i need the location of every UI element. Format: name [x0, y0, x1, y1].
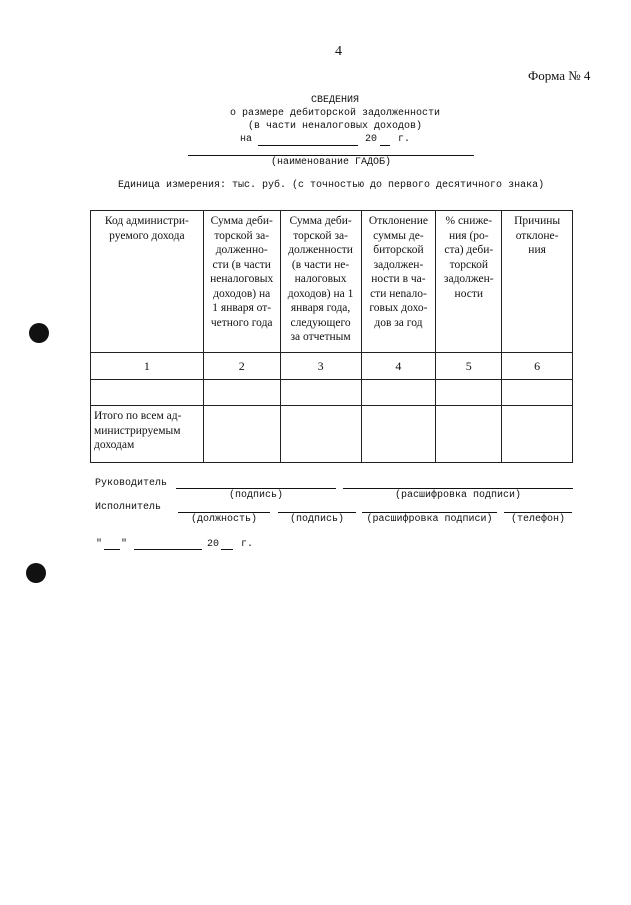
table-cell — [436, 406, 502, 463]
header-text: Сумма деби- торской за- долженности (в части не- налоговых доходов) на 1 января года, следующего за отчетным — [287, 215, 354, 343]
org-caption: (наименование ГАДОБ) — [270, 157, 392, 168]
head-sign-line — [176, 488, 336, 489]
column-number: 4 — [361, 353, 436, 380]
header-cell — [91, 211, 204, 353]
header-cell — [436, 211, 502, 353]
date-year-line — [221, 549, 233, 550]
heading-subtitle-2: (в части неналоговых доходов) — [247, 121, 423, 132]
header-text: Код администри- руемого дохода — [104, 215, 189, 242]
table-cell — [280, 380, 361, 406]
date-blank-line — [258, 145, 358, 146]
exec-decode-line — [362, 512, 497, 513]
header-text: % сниже- ния (ро- ста) деби- торской задолжен- ности — [443, 215, 494, 300]
header-cell — [502, 211, 573, 353]
date-suffix: г. — [241, 539, 254, 550]
total-row — [91, 406, 573, 463]
column-number: 5 — [436, 353, 502, 380]
column-number: 2 — [203, 353, 280, 380]
table-cell — [91, 380, 204, 406]
exec-position-caption: (должность) — [190, 514, 257, 525]
exec-label: Исполнитель — [95, 502, 162, 513]
column-number-row — [91, 353, 573, 380]
head-decode-caption: (расшифровка подписи) — [394, 490, 522, 501]
exec-decode-caption: (расшифровка подписи) — [366, 514, 493, 525]
page-number: 4 — [335, 44, 342, 59]
exec-sign-caption: (подпись) — [289, 514, 344, 525]
column-number: 1 — [91, 353, 204, 380]
header-row — [91, 211, 573, 353]
header-text: Сумма деби- торской за- долженно- сти (в части неналоговых доходов) на 1 января от- четного года — [210, 215, 274, 329]
exec-position-line — [178, 512, 270, 513]
date-year: 20 — [207, 539, 220, 550]
header-cell — [361, 211, 436, 353]
heading-on-prefix: на — [240, 134, 253, 145]
table-cell — [203, 406, 280, 463]
column-number: 3 — [280, 353, 361, 380]
table-cell — [436, 380, 502, 406]
heading-title: СВЕДЕНИЯ — [310, 95, 359, 106]
form-label: Форма № 4 — [528, 68, 591, 83]
punch-hole-top — [29, 323, 49, 343]
header-text: Отклонение суммы де- биторской задолжен- ности в ча- сти нenало- говых дохо- дов за год — [368, 215, 428, 329]
empty-data-row — [91, 380, 573, 406]
table-cell — [280, 406, 361, 463]
heading-year: 20 — [365, 134, 378, 145]
year-blank-line — [380, 145, 390, 146]
table-cell — [361, 380, 436, 406]
heading-year-suffix: г. — [398, 134, 411, 145]
punch-hole-bottom — [26, 563, 46, 583]
header-cell — [280, 211, 361, 353]
exec-phone-caption: (телефон) — [510, 514, 565, 525]
head-decode-line — [343, 488, 573, 489]
total-label-cell — [91, 406, 204, 463]
org-name-line — [188, 155, 474, 156]
table-cell — [502, 380, 573, 406]
exec-sign-line — [278, 512, 356, 513]
head-label: Руководитель — [95, 478, 168, 489]
exec-phone-line — [504, 512, 572, 513]
total-label: Итого по всем ад- министрируемым доходам — [94, 410, 182, 451]
date-quote-open: " — [96, 539, 103, 550]
table-cell — [502, 406, 573, 463]
table-cell — [361, 406, 436, 463]
receivables-table — [90, 210, 573, 463]
date-month-line — [134, 549, 202, 550]
date-day-line — [104, 549, 120, 550]
header-text: Причины отклоне- ния — [514, 215, 561, 256]
head-sign-caption: (подпись) — [228, 490, 283, 501]
table-cell — [203, 380, 280, 406]
column-number: 6 — [502, 353, 573, 380]
unit-line: Единица измерения: тыс. руб. (с точностью до первого десятичного знака) — [118, 180, 545, 191]
heading-subtitle: о размере дебиторской задолженности — [229, 108, 441, 119]
header-cell — [203, 211, 280, 353]
date-quote-close: " — [121, 539, 128, 550]
